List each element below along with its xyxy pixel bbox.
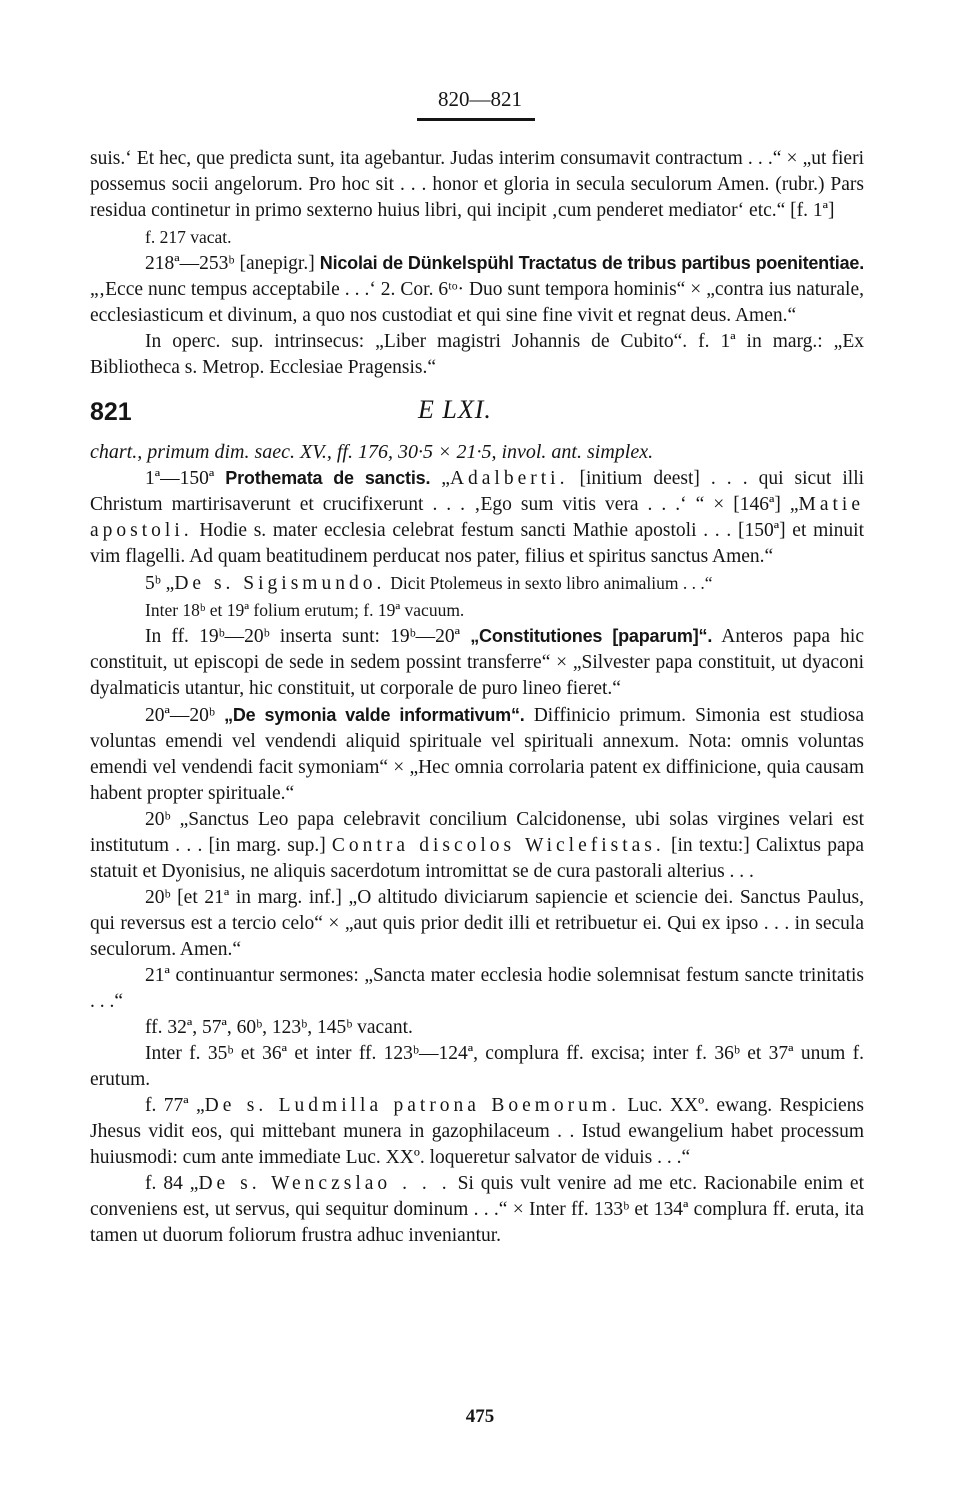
folio-21a-entry: 21ª continuantur sermones: „Sancta mater ecclesia hodie solemnisat festum sancte trinitatis . . .“ xyxy=(90,965,864,1012)
folio-ref: f. 77ª „ xyxy=(145,1095,205,1116)
spaced-rubric: De s. Wenczslao . . . xyxy=(198,1173,451,1194)
entry-number: 821 xyxy=(90,398,132,426)
page-number: 475 xyxy=(465,1406,495,1427)
work-title: Nicolai de Dünkelspühl Tractatus de tribus partibus poenitentiae. xyxy=(319,253,864,273)
folio-ref: In ff. 19ᵇ—20ᵇ inserta sunt: 19ᵇ—20ª xyxy=(145,626,461,647)
incipit-text: Luc. XXº. ewang. Respiciens Jhesus vidit eos, qui mittebant munera in gazophilaceum . . Istud ewangelium habet processum huiusmodi: cum ante immediate Luc. XXº. loqueretur salvator de viduis . . .“ xyxy=(90,1095,865,1168)
folio-77a-entry xyxy=(90,1093,864,1171)
folio-20b-second-entry: 20ᵇ [et 21ª in marg. inf.] „O altitudo diviciarum sapiencie et sciencie dei. Sanctus Paulus, qui reversus est a tercio celo“ × „aut quis prior dedit illi et retribuetur ei. Qui ex ipso . . . in secula seculorum. Amen.“ xyxy=(90,887,864,960)
explicit-text: Hodie s. mater ecclesia celebrat festum sancti Mathie apostoli . . . [150ª] et minuit vim flagelli. Ad quam beatitudinem perducat nos pater, filius et spiritus sanctus Amen.“ xyxy=(90,520,864,567)
explicit-text: [in textu:] Calixtus papa statuit et Dyonisius, ne aliquis sacerdotum intromittat se de cura pastorali alterius . . . xyxy=(90,835,865,882)
vacant-folios-note: ff. 32ª, 57ª, 60ᵇ, 123ᵇ, 145ᵇ vacant. xyxy=(145,1017,413,1038)
excised-folios-note: Inter f. 35ᵇ et 36ª et inter ff. 123ᵇ—124ª, complura ff. excisa; inter f. 36ᵇ et 37ª unum f. erutum. xyxy=(90,1043,864,1090)
work-title: Prothemata de sanctis. xyxy=(225,468,431,488)
folio-1-150-entry xyxy=(90,465,864,570)
spaced-rubric: De s. Ludmilla patrona Boemorum. xyxy=(204,1095,620,1116)
entry-820-continuation: suis.‘ Et hec, que predicta sunt, ita agebantur. Judas interim consumavit contractum . . .“ × „ut fieri possemus socii angelorum. Pro hoc sit . . . honor et gloria in secula seculorum Amen. (rubr.) Pars residua continetur in primo sexterno huius libri, qui incipit ‚cum penderet mediator‘ etc.“ [f. 1ª] xyxy=(90,148,864,221)
spaced-rubric: Matie apostoli. xyxy=(90,494,864,541)
work-title: „Constitutiones [paparum]“. xyxy=(470,626,713,646)
quote-mark: „ xyxy=(441,468,450,489)
folio-ref: 20ª—20ᵇ xyxy=(145,705,215,726)
incipit-text: [initium deest] . . . qui sicut illi Christum martirisaverunt et crucifixerunt . . . ‚Ego sum vitis vera . . .‘ “ × [146ª] „ xyxy=(90,468,865,515)
spaced-rubric: Contra discolos Wiclefistas. xyxy=(331,835,665,856)
folio-217-note: f. 217 vacat. xyxy=(145,227,232,247)
spaced-rubric: Adalberti. xyxy=(449,468,569,489)
folio-84-entry xyxy=(90,1171,864,1249)
folio-ref: 5ᵇ „ xyxy=(145,573,175,594)
cover-inscription: In operc. sup. intrinsecus: „Liber magistri Johannis de Cubito“. f. 1ª in marg.: „Ex Bibliotheca s. Metrop. Ecclesiae Pragensis.“ xyxy=(90,331,864,378)
header-rule xyxy=(417,118,535,121)
folio-19b-entry xyxy=(90,623,864,702)
folio-ref: 1ª—150ª xyxy=(145,468,215,489)
folio-18-note: Inter 18ᵇ et 19ª folium erutum; f. 19ª vacuum. xyxy=(145,600,465,620)
incipit-text: 20ᵇ „Sanctus Leo papa celebravit concilium Calcidonense, ubi solas virgines velari est institutum . . . [in marg. sup.] xyxy=(90,809,864,856)
manuscript-description: chart., primum dim. saec. XV., ff. 176, 30·5 × 21·5, invol. ant. simplex. xyxy=(90,441,654,463)
page-header: 820—821 xyxy=(438,87,522,111)
folio-20a-entry xyxy=(90,702,864,807)
entry-821-heading xyxy=(90,395,864,435)
incipit-text: Si quis vult venire ad me etc. Racionabile enim et conveniens est, ut servus, qui sequitur dominum . . .“ × Inter ff. 133ᵇ et 134ª complura ff. eruta, ita tamen ut duorum foliorum frustra adhuc inveniantur. xyxy=(90,1173,864,1246)
folio-ref: 218ª—253ᵇ [anepigr.] xyxy=(145,253,315,274)
page-body xyxy=(90,146,864,1249)
folio-218-entry xyxy=(90,250,864,329)
incipit-text: Dicit Ptolemeus in sexto libro animalium . . .“ xyxy=(390,573,713,593)
incipit-explicit: Anteros papa hic constituit, ut episcopi de sede in sedem possint transferre“ × „Silvester papa constituit, ut dyaconi dyalmaticis utantur, hic constituit, ut corporale de puro lineo fieret.“ xyxy=(90,626,864,699)
shelf-signature: E LXI. xyxy=(418,395,492,424)
work-title: „De symonia valde informativum“. xyxy=(224,705,525,725)
folio-5b-entry xyxy=(90,570,864,597)
incipit-explicit: Diffinicio primum. Simonia est studiosa voluntas emendi vel vendendi aliquid spirituale vel spirituali annexum. Nota: omnis voluntas emendi vel vendendi facit symoniam“ × „Hec omnia corrolaria patent ex diffinicione, quia causam habent propter spirituale.“ xyxy=(90,705,864,804)
folio-ref: f. 84 „ xyxy=(145,1173,199,1194)
spaced-rubric: De s. Sigismundo. xyxy=(174,573,386,594)
folio-20b-entry xyxy=(90,807,864,885)
incipit-explicit: „‚Ecce nunc tempus acceptabile . . .‘ 2. Cor. 6ᵗᵒ· Duo sunt tempora hominis“ × „contra ius naturale, ecclesiasticum et divinum, a quo nos custodiat et qui sine fine vivit et regnat deus. Amen.“ xyxy=(90,279,864,326)
